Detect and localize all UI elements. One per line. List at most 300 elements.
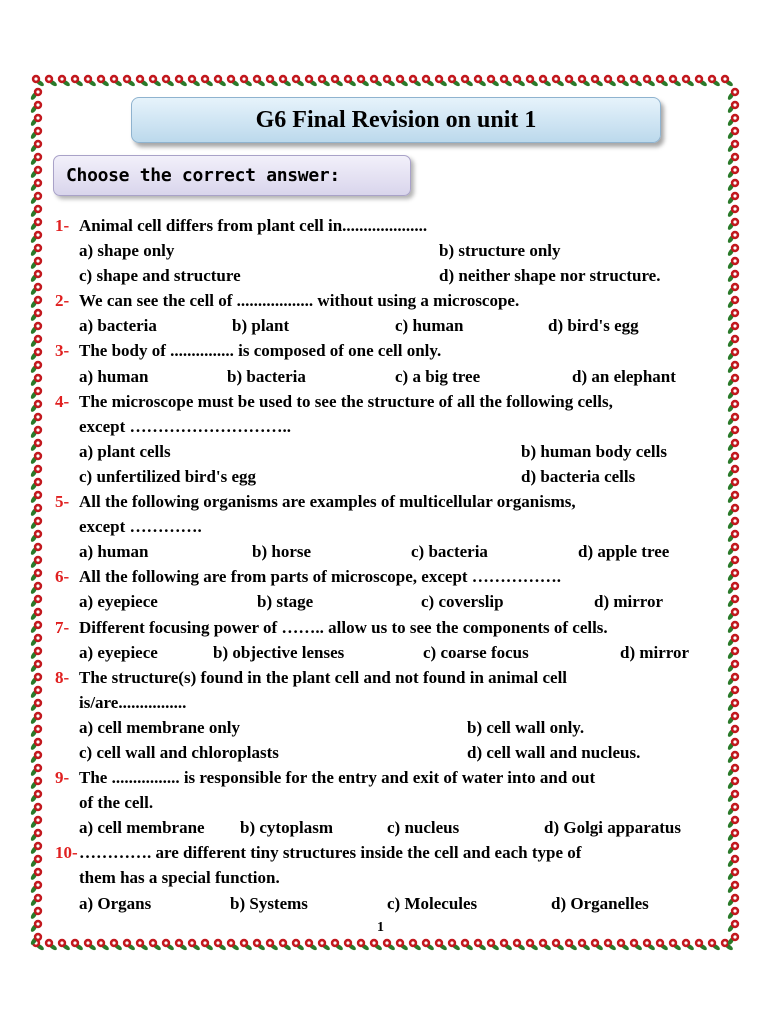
border-flower <box>727 660 740 673</box>
answer-option[interactable]: c) coverslip <box>421 592 504 612</box>
answer-options <box>79 464 715 489</box>
border-flower <box>727 816 740 829</box>
answer-options <box>79 439 715 464</box>
border-flower <box>30 829 43 842</box>
answer-option[interactable]: d) bird's egg <box>548 316 639 336</box>
border-flower <box>727 205 740 218</box>
border-flower <box>123 939 136 952</box>
answer-option[interactable]: a) eyepiece <box>79 642 158 662</box>
border-flower <box>84 939 97 952</box>
answer-option[interactable]: d) cell wall and nucleus. <box>467 742 641 762</box>
border-flower <box>539 75 552 88</box>
answer-option[interactable]: c) shape and structure <box>79 266 241 286</box>
question-list <box>55 213 715 916</box>
answer-option[interactable]: c) coarse focus <box>423 642 529 662</box>
border-flower <box>71 75 84 88</box>
border-flower <box>727 595 740 608</box>
answer-option[interactable]: b) Systems <box>230 893 308 913</box>
question-stem-line: Different focusing power of …….. allow us to see the components of cells. <box>79 617 608 637</box>
border-flower <box>448 939 461 952</box>
question-stem-line: All the following organisms are examples of multicellular organisms, <box>79 492 576 512</box>
question-stem <box>79 288 519 313</box>
answer-option[interactable]: d) mirror <box>594 592 664 612</box>
border-flower <box>30 309 43 322</box>
question-stem-line: except ……………………….. <box>79 416 292 436</box>
question-stem-line: The body of ............... is composed of one cell only. <box>79 341 442 361</box>
border-flower <box>500 939 513 952</box>
border-flower <box>461 939 474 952</box>
border-flower <box>565 939 578 952</box>
border-flower <box>30 582 43 595</box>
border-flower <box>617 75 630 88</box>
answer-option[interactable]: d) apple tree <box>578 542 670 562</box>
border-flower <box>578 75 591 88</box>
border-flower <box>30 192 43 205</box>
border-flower <box>656 939 669 952</box>
border-flower <box>727 634 740 647</box>
question-stem <box>79 615 608 640</box>
border-flower <box>30 335 43 348</box>
answer-option[interactable]: b) horse <box>252 542 312 562</box>
border-flower <box>727 582 740 595</box>
border-flower <box>292 939 305 952</box>
border-flower <box>30 426 43 439</box>
border-flower <box>487 75 500 88</box>
border-flower <box>487 939 500 952</box>
border-flower <box>30 296 43 309</box>
answer-option[interactable]: a) human <box>79 542 149 562</box>
border-flower <box>727 842 740 855</box>
border-flower <box>30 842 43 855</box>
answer-option[interactable]: c) cell wall and chloroplasts <box>79 742 279 762</box>
question-stem-line: All the following are from parts of microscope, except ……………. <box>79 567 562 587</box>
answer-options <box>79 589 715 614</box>
border-flower <box>30 634 43 647</box>
question-stem <box>79 564 561 589</box>
answer-option[interactable]: a) eyepiece <box>79 592 158 612</box>
border-flower <box>357 75 370 88</box>
border-flower <box>30 491 43 504</box>
border-flower <box>727 803 740 816</box>
border-flower <box>500 75 513 88</box>
border-flower <box>396 75 409 88</box>
border-flower <box>162 939 175 952</box>
border-flower <box>30 660 43 673</box>
border-flower <box>305 75 318 88</box>
border-flower <box>727 88 740 101</box>
answer-option[interactable]: b) bacteria <box>227 366 306 386</box>
border-flower <box>97 939 110 952</box>
border-flower <box>727 166 740 179</box>
answer-option[interactable]: b) human body cells <box>521 441 667 461</box>
border-flower <box>721 75 734 88</box>
border-flower <box>30 400 43 413</box>
border-flower <box>435 939 448 952</box>
border-flower <box>539 939 552 952</box>
border-flower <box>578 939 591 952</box>
question-stem <box>79 489 576 539</box>
answer-option[interactable]: d) an elephant <box>572 366 676 386</box>
border-flower <box>727 335 740 348</box>
border-flower <box>30 127 43 140</box>
border-flower <box>30 751 43 764</box>
question-number: 4- <box>55 391 70 411</box>
border-flower <box>526 75 539 88</box>
question-8 <box>55 665 715 715</box>
border-flower <box>201 939 214 952</box>
question-7 <box>55 615 715 640</box>
border-flower <box>279 75 292 88</box>
border-flower <box>474 939 487 952</box>
answer-options <box>79 238 715 263</box>
border-flower <box>669 939 682 952</box>
answer-option[interactable]: a) Organs <box>79 893 152 913</box>
border-flower <box>30 647 43 660</box>
border-flower <box>727 153 740 166</box>
answer-options <box>79 815 715 840</box>
border-flower <box>123 75 136 88</box>
border-flower <box>30 868 43 881</box>
answer-option[interactable]: a) cell membrane only <box>79 717 240 737</box>
answer-option[interactable]: c) bacteria <box>411 542 488 562</box>
border-flower <box>383 75 396 88</box>
border-flower <box>727 322 740 335</box>
answer-option[interactable]: d) neither shape nor structure. <box>439 266 661 286</box>
border-flower <box>30 465 43 478</box>
border-flower <box>30 270 43 283</box>
answer-option[interactable]: b) stage <box>257 592 314 612</box>
border-flower <box>30 322 43 335</box>
border-flower <box>682 939 695 952</box>
answer-option[interactable]: a) bacteria <box>79 316 157 336</box>
border-flower <box>30 140 43 153</box>
border-flower <box>727 218 740 231</box>
border-flower <box>30 881 43 894</box>
answer-option[interactable]: b) cytoplasm <box>240 818 334 838</box>
border-flower <box>30 673 43 686</box>
border-flower <box>30 855 43 868</box>
border-flower <box>30 816 43 829</box>
border-flower <box>30 894 43 907</box>
border-flower <box>727 374 740 387</box>
border-flower <box>422 75 435 88</box>
border-flower <box>30 725 43 738</box>
border-flower <box>30 712 43 725</box>
border-flower <box>30 530 43 543</box>
border-flower <box>240 75 253 88</box>
border-flower <box>727 231 740 244</box>
answer-option[interactable]: a) cell membrane <box>79 818 205 838</box>
answer-option[interactable]: a) human <box>79 366 149 386</box>
border-flower <box>344 75 357 88</box>
border-flower <box>727 777 740 790</box>
answer-option[interactable]: b) structure only <box>439 241 561 261</box>
border-flower <box>30 374 43 387</box>
question-stem-line: The microscope must be used to see the structure of all the following cells, <box>79 391 613 411</box>
border-flower <box>30 621 43 634</box>
question-stem-line: The structure(s) found in the plant cell and not found in animal cell <box>79 667 568 687</box>
border-flower <box>149 939 162 952</box>
question-1 <box>55 213 715 238</box>
border-flower <box>727 569 740 582</box>
border-flower <box>727 439 740 452</box>
border-flower <box>305 939 318 952</box>
border-flower <box>30 179 43 192</box>
border-flower <box>32 75 45 88</box>
border-flower <box>727 881 740 894</box>
border-flower <box>727 491 740 504</box>
border-flower <box>30 517 43 530</box>
border-flower <box>565 75 578 88</box>
border-flower <box>30 907 43 920</box>
border-flower <box>727 296 740 309</box>
question-number: 1- <box>55 216 70 235</box>
border-flower <box>383 939 396 952</box>
page-number: 1 <box>377 920 384 935</box>
answer-option[interactable]: c) unfertilized bird's egg <box>79 466 257 486</box>
border-flower <box>727 517 740 530</box>
border-flower <box>461 75 474 88</box>
border-flower <box>435 75 448 88</box>
border-flower <box>188 75 201 88</box>
answer-options <box>79 891 715 916</box>
border-flower <box>30 504 43 517</box>
border-flower <box>727 179 740 192</box>
question-stem <box>79 665 567 715</box>
page-title: G6 Final Revision on unit 1 <box>255 106 537 133</box>
border-flower <box>30 777 43 790</box>
border-flower <box>30 387 43 400</box>
border-flower <box>30 686 43 699</box>
border-flower <box>175 939 188 952</box>
question-10 <box>55 840 715 890</box>
border-flower <box>727 387 740 400</box>
border-flower <box>656 75 669 88</box>
answer-option[interactable]: c) human <box>395 316 464 336</box>
border-flower <box>727 868 740 881</box>
border-flower <box>727 309 740 322</box>
question-number: 6- <box>55 567 70 587</box>
border-flower <box>448 75 461 88</box>
border-flower <box>727 608 740 621</box>
border-flower <box>30 166 43 179</box>
border-flower <box>727 413 740 426</box>
question-stem <box>79 765 595 815</box>
border-flower <box>30 153 43 166</box>
border-flower <box>708 75 721 88</box>
border-flower <box>253 939 266 952</box>
border-flower <box>149 75 162 88</box>
question-number: 8- <box>55 667 70 687</box>
border-flower <box>727 673 740 686</box>
border-flower <box>30 478 43 491</box>
border-flower <box>344 939 357 952</box>
question-2 <box>55 288 715 313</box>
border-flower <box>227 75 240 88</box>
answer-option[interactable]: d) bacteria cells <box>521 466 636 486</box>
answer-option[interactable]: c) nucleus <box>387 818 460 838</box>
border-flower <box>727 426 740 439</box>
question-stem-line: Animal cell differs from plant cell in.................... <box>79 216 428 235</box>
border-flower <box>695 75 708 88</box>
border-flower <box>409 939 422 952</box>
question-stem-line: …………. are different tiny structures inside the cell and each type of <box>79 843 582 863</box>
border-flower <box>727 543 740 556</box>
border-flower <box>370 75 383 88</box>
question-stem <box>79 338 441 363</box>
border-flower <box>30 439 43 452</box>
answer-option[interactable]: d) mirror <box>620 642 690 662</box>
question-9 <box>55 765 715 815</box>
question-3 <box>55 338 715 363</box>
border-flower <box>727 894 740 907</box>
border-flower <box>643 939 656 952</box>
border-flower <box>727 790 740 803</box>
border-flower <box>727 127 740 140</box>
border-flower <box>727 452 740 465</box>
border-flower <box>30 88 43 101</box>
border-flower <box>201 75 214 88</box>
border-flower <box>84 75 97 88</box>
question-5 <box>55 489 715 539</box>
border-flower <box>643 75 656 88</box>
border-flower <box>175 75 188 88</box>
border-flower <box>30 231 43 244</box>
border-flower <box>513 939 526 952</box>
answer-options <box>79 715 715 740</box>
border-flower <box>727 621 740 634</box>
question-stem-line: is/are................ <box>79 692 187 712</box>
instruction-text: Choose the correct answer: <box>66 165 340 186</box>
border-flower <box>727 699 740 712</box>
border-flower <box>30 608 43 621</box>
border-flower <box>30 218 43 231</box>
border-flower <box>727 361 740 374</box>
border-flower <box>727 920 740 933</box>
answer-option[interactable]: b) plant <box>232 316 290 336</box>
border-flower <box>727 348 740 361</box>
answer-option[interactable]: b) objective lenses <box>213 642 345 662</box>
border-flower <box>30 920 43 933</box>
border-flower <box>727 829 740 842</box>
answer-options <box>79 313 715 338</box>
border-flower <box>727 270 740 283</box>
border-flower <box>30 101 43 114</box>
border-flower <box>727 244 740 257</box>
border-flower <box>331 939 344 952</box>
question-stem <box>79 840 581 890</box>
answer-option[interactable]: d) Organelles <box>551 893 649 913</box>
border-flower <box>727 478 740 491</box>
question-number: 10- <box>55 843 78 863</box>
border-flower <box>110 939 123 952</box>
border-flower <box>727 933 740 946</box>
border-flower <box>30 244 43 257</box>
border-flower <box>240 939 253 952</box>
border-flower <box>30 452 43 465</box>
border-flower <box>727 725 740 738</box>
border-flower <box>727 114 740 127</box>
border-flower <box>474 75 487 88</box>
border-flower <box>708 939 721 952</box>
answer-option[interactable]: a) plant cells <box>79 441 171 461</box>
question-number: 9- <box>55 768 70 788</box>
border-flower <box>30 790 43 803</box>
question-stem <box>79 213 427 238</box>
border-flower <box>30 543 43 556</box>
border-flower <box>279 939 292 952</box>
border-flower <box>30 595 43 608</box>
border-flower <box>188 939 201 952</box>
question-stem-line: of the cell. <box>79 793 154 813</box>
border-flower <box>396 939 409 952</box>
border-flower <box>162 75 175 88</box>
question-number: 2- <box>55 291 70 311</box>
border-flower <box>727 400 740 413</box>
question-stem-line: them has a special function. <box>79 868 280 888</box>
border-flower <box>214 939 227 952</box>
border-flower <box>30 348 43 361</box>
answer-options <box>79 539 715 564</box>
question-4 <box>55 389 715 439</box>
answer-options <box>79 740 715 765</box>
answer-option[interactable]: b) cell wall only. <box>467 717 585 737</box>
border-flower <box>526 939 539 952</box>
answer-options <box>79 640 715 665</box>
answer-option[interactable]: a) shape only <box>79 241 175 261</box>
border-flower <box>227 939 240 952</box>
border-flower <box>357 939 370 952</box>
border-flower <box>370 939 383 952</box>
border-flower <box>253 75 266 88</box>
answer-option[interactable]: c) a big tree <box>395 366 481 386</box>
border-flower <box>30 803 43 816</box>
question-stem-line: except …………. <box>79 517 202 537</box>
border-flower <box>97 75 110 88</box>
border-flower <box>552 75 565 88</box>
question-number: 3- <box>55 341 70 361</box>
border-flower <box>727 101 740 114</box>
answer-option[interactable]: c) Molecules <box>387 893 478 913</box>
answer-option[interactable]: d) Golgi apparatus <box>544 818 681 838</box>
border-flower <box>604 939 617 952</box>
border-flower <box>727 686 740 699</box>
border-flower <box>409 75 422 88</box>
border-flower <box>422 939 435 952</box>
border-flower <box>292 75 305 88</box>
question-stem <box>79 389 613 439</box>
question-number: 7- <box>55 617 70 637</box>
border-flower <box>727 283 740 296</box>
border-flower <box>30 556 43 569</box>
question-stem-line: We can see the cell of .................. without using a microscope. <box>79 291 520 311</box>
border-flower <box>591 939 604 952</box>
border-flower <box>30 114 43 127</box>
border-flower <box>727 530 740 543</box>
border-flower <box>591 75 604 88</box>
question-6 <box>55 564 715 589</box>
border-flower <box>727 257 740 270</box>
border-flower <box>727 140 740 153</box>
answer-options <box>79 263 715 288</box>
border-flower <box>45 75 58 88</box>
border-flower <box>727 907 740 920</box>
border-flower <box>136 939 149 952</box>
border-flower <box>604 75 617 88</box>
answer-options <box>79 364 715 389</box>
border-flower <box>682 75 695 88</box>
border-flower <box>513 75 526 88</box>
